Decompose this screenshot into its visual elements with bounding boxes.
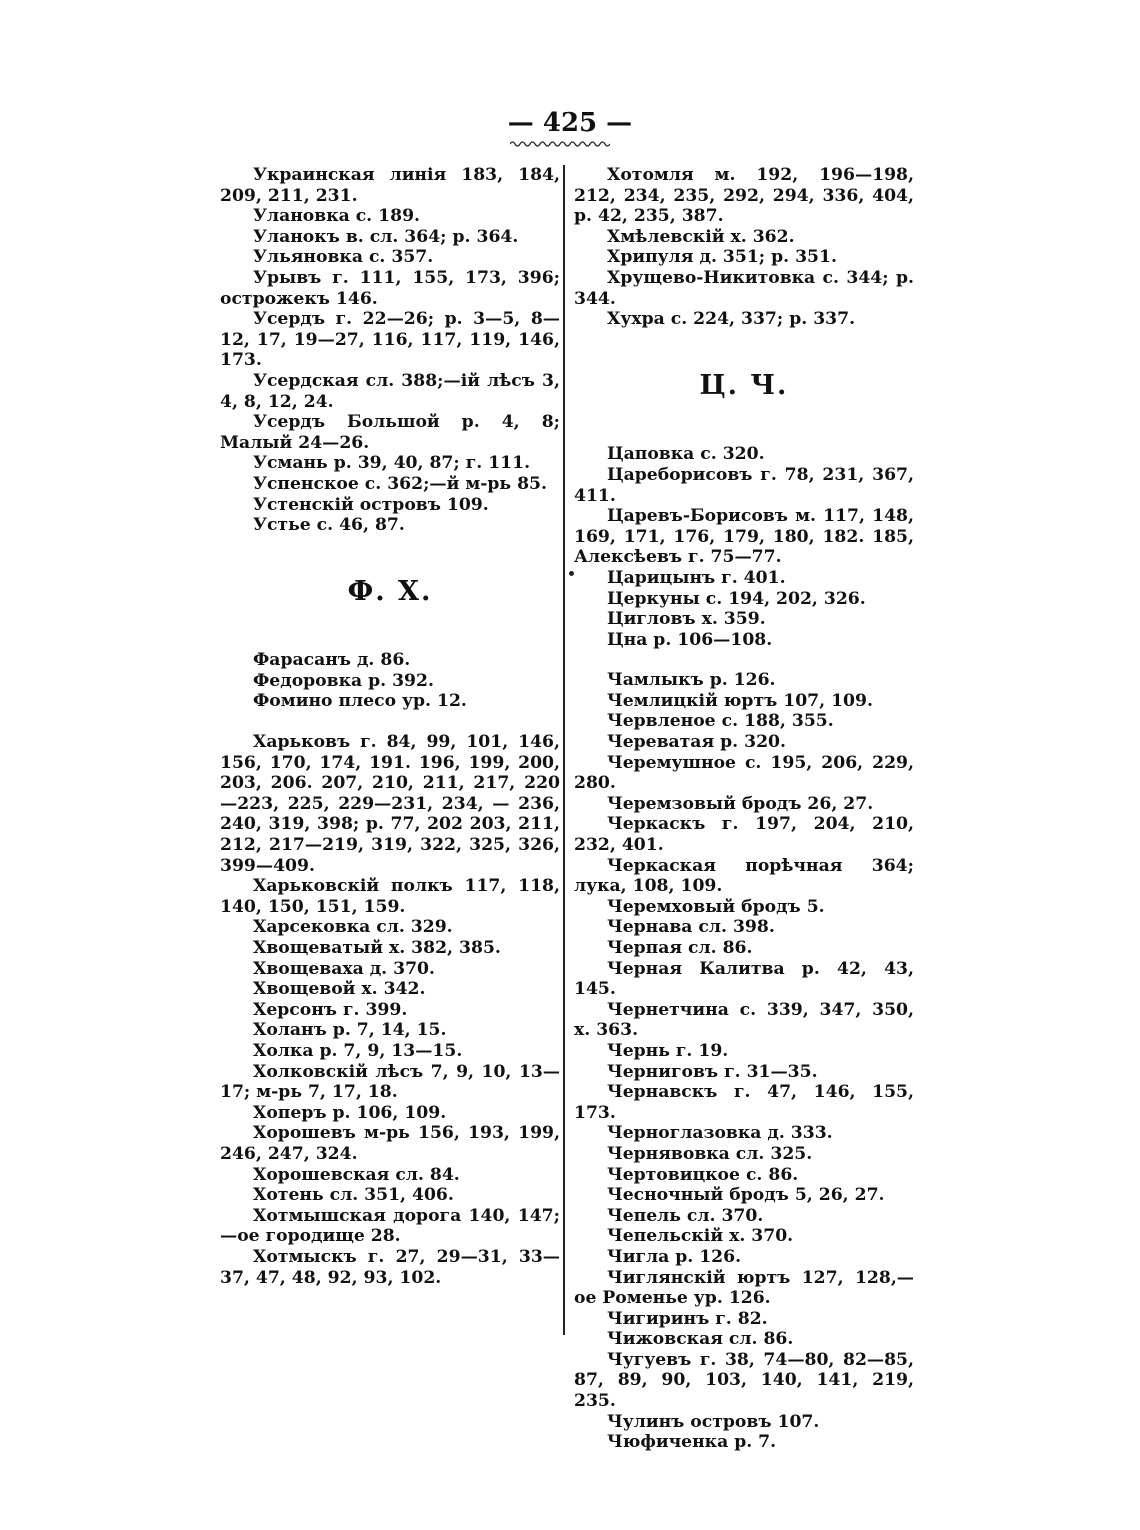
index-entry: Червленое с. 188, 355.: [607, 711, 834, 732]
index-entry: Черкаскъ г. 197, 204, 210, 232, 401.: [574, 814, 914, 856]
index-entry: Чернавскъ г. 47, 146, 155, 173.: [574, 1082, 914, 1123]
index-column-left: [220, 165, 560, 1288]
index-entry: Черноглазовка д. 333.: [607, 1123, 833, 1144]
index-entry: Черная Калитва р. 42, 43, 145.: [574, 958, 914, 1000]
index-entry: Фарасанъ д. 86.: [253, 650, 411, 671]
index-entry: Холка р. 7, 9, 13—15.: [253, 1040, 463, 1061]
page-number: — 425 —: [507, 108, 633, 138]
index-entry: Холковскій лѣсъ 7, 9, 10, 13—17; м-рь 7, 17, 18.: [220, 1061, 560, 1103]
index-entry: Усердъ Большой р. 4, 8; Малый 24—26.: [220, 412, 560, 453]
index-entry: Хорошевъ м-рь 156, 193, 199, 246, 247, 324.: [220, 1123, 560, 1164]
index-entry: Черемушное с. 195, 206, 229, 280.: [574, 752, 914, 794]
group-spacer: [220, 712, 560, 732]
index-entry: Черниговъ г. 31—35.: [607, 1061, 818, 1082]
index-entry: Хрущево-Никитовка с. 344; р. 344.: [574, 267, 914, 309]
index-entry: Черемзовый бродъ 26, 27.: [607, 793, 874, 814]
index-entry: Устье с. 46, 87.: [253, 515, 405, 536]
index-entry: Чепель сл. 370.: [607, 1205, 764, 1226]
index-entry: Улановка с. 189.: [253, 206, 421, 227]
index-entry: Чюфиченка р. 7.: [607, 1432, 777, 1453]
index-entry: Черкаская порѣчная 364; лука, 108, 109.: [574, 855, 914, 897]
index-column-right: [574, 165, 914, 1453]
index-entry: Хрипуля д. 351; р. 351.: [607, 247, 837, 268]
index-entry: Черпая сл. 86.: [607, 938, 753, 958]
index-entry: Хотень сл. 351, 406.: [253, 1185, 454, 1206]
index-entry: Череватая р. 320.: [607, 732, 786, 753]
index-entry: Хотомля м. 192, 196—198, 212, 234, 235, 292, 294, 336, 404, р. 42, 235, 387.: [574, 165, 914, 227]
index-entry: Усердъ г. 22—26; р. 3—5, 8—12, 17, 19—27, 116, 117, 119, 146, 173.: [220, 309, 560, 371]
index-entry: Харьковъ г. 84, 99, 101, 146, 156, 170, 174, 191. 196, 199, 200, 203, 206. 207, 210, 211, 217, 220—223, 225, 229—231, 234, — 236, 240, 319, 398; р. 77, 202 203, 211, 212, 217—219, 319, 322, 325, 326, 399—409.: [220, 732, 560, 876]
index-entry: Уланокъ в. сл. 364; р. 364.: [253, 226, 519, 247]
index-entry: Хотмышская дорога 140, 147;—ое городище 28.: [220, 1205, 560, 1247]
index-entry: Чигиринъ г. 82.: [607, 1308, 768, 1329]
index-entry: Чамлыкъ р. 126.: [607, 670, 776, 691]
index-entry: Украинская линія 183, 184, 209, 211, 231.: [220, 165, 560, 206]
index-entry: Херсонъ г. 399.: [253, 999, 408, 1020]
index-entry: Чемлицкій юртъ 107, 109.: [607, 690, 873, 711]
index-entry: Урывъ г. 111, 155, 173, 396; острожекъ 146.: [220, 267, 560, 309]
index-entry: Чижовская сл. 86.: [607, 1329, 794, 1350]
section-heading: Ц. Ч.: [699, 369, 789, 401]
index-entry: Чулинъ островъ 107.: [607, 1411, 820, 1432]
index-entry: Фомино плесо ур. 12.: [253, 691, 467, 712]
index-entry: Чиглянскій юртъ 127, 128,—ое Роменье ур. 126.: [574, 1267, 914, 1309]
index-entry: Хухра с. 224, 337; р. 337.: [607, 309, 856, 330]
index-entry: Чесночный бродъ 5, 26, 27.: [607, 1185, 885, 1206]
column-divider: [563, 165, 565, 1335]
index-entry: Чернава сл. 398.: [607, 917, 775, 938]
index-entry: Ульяновка с. 357.: [253, 247, 434, 268]
index-entry: Хотмыскъ г. 27, 29—31, 33—37, 47, 48, 92, 93, 102.: [220, 1246, 560, 1288]
index-entry: Чигла р. 126.: [607, 1246, 742, 1267]
index-entry: Холанъ р. 7, 14, 15.: [253, 1020, 447, 1041]
index-entry: Черемховый бродъ 5.: [607, 896, 825, 917]
ornamental-wavy-rule: [510, 140, 610, 148]
index-entry: Устенскій островъ 109.: [253, 494, 489, 515]
index-entry: Цигловъ х. 359.: [607, 609, 766, 630]
index-entry: Чепельскій х. 370.: [607, 1226, 794, 1247]
index-entry: Хоперъ р. 106, 109.: [253, 1102, 447, 1123]
index-entry: Церкуны с. 194, 202, 326.: [607, 588, 866, 609]
index-entry: Чернявовка сл. 325.: [607, 1143, 813, 1164]
index-entry: Усердская сл. 388;—ій лѣсъ 3, 4, 8, 12, 24.: [220, 370, 560, 412]
index-entry: Успенское с. 362;—й м-рь 85.: [253, 473, 547, 494]
index-entry: Хвощеваха д. 370.: [253, 958, 436, 979]
index-entry: Чернь г. 19.: [607, 1040, 729, 1061]
index-entry: Хвощеватый х. 382, 385.: [253, 938, 501, 958]
index-entry: Усмань р. 39, 40, 87; г. 111.: [253, 453, 531, 474]
index-entry: Цаповка с. 320.: [607, 444, 765, 465]
index-entry: Чертовицкое с. 86.: [607, 1164, 799, 1185]
index-entry: Цна р. 106—108.: [607, 629, 773, 650]
group-spacer: [574, 650, 914, 670]
section-heading: Ф. Х.: [347, 575, 433, 607]
index-entry: Федоровка р. 392.: [253, 670, 434, 691]
index-entry: Хорошевская сл. 84.: [253, 1164, 460, 1185]
index-entry: Царевъ-Борисовъ м. 117, 148, 169, 171, 176, 179, 180, 182. 185, Алексѣевъ г. 75—77.: [574, 506, 914, 568]
index-entry: Харсековка сл. 329.: [253, 917, 453, 938]
index-entry: Чугуевъ г. 38, 74—80, 82—85, 87, 89, 90, 103, 140, 141, 219, 235.: [574, 1349, 914, 1412]
index-entry: Чернетчина с. 339, 347, 350, х. 363.: [574, 999, 914, 1041]
index-entry: Хвощевой х. 342.: [253, 979, 426, 1000]
print-speck: [569, 571, 574, 576]
index-entry: Цареборисовъ г. 78, 231, 367, 411.: [574, 464, 914, 506]
index-entry: Царицынъ г. 401.: [607, 567, 786, 588]
index-entry: Хмѣлевскій х. 362.: [607, 226, 795, 247]
index-entry: Харьковскій полкъ 117, 118, 140, 150, 151, 159.: [220, 876, 560, 917]
